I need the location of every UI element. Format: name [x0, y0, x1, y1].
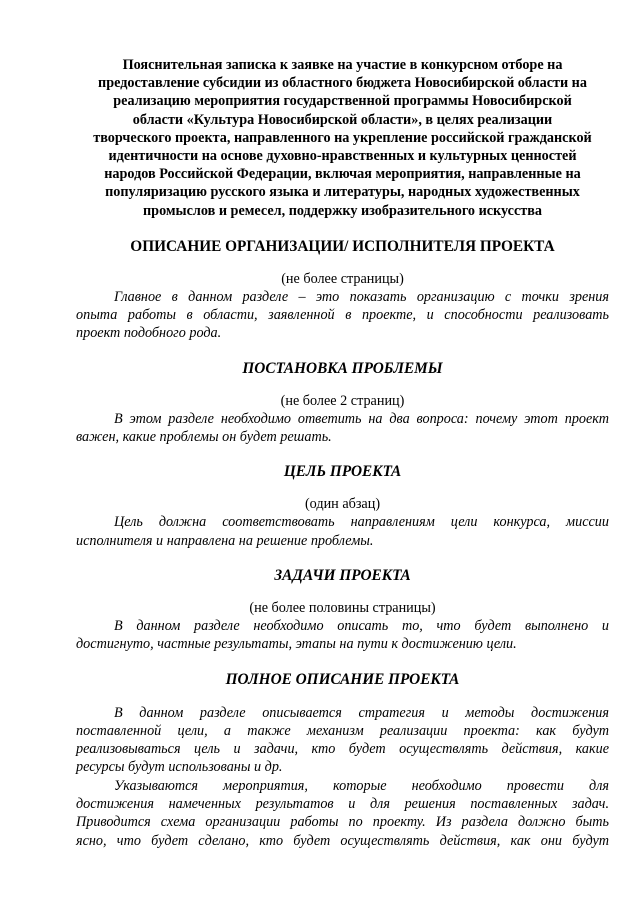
section-heading: ПОСТАНОВКА ПРОБЛЕМЫ — [242, 359, 443, 377]
paragraph-line: Главное в данном разделе – это показать организацию с точки зрения — [114, 288, 609, 305]
paragraph-line: поставленной цели, а также механизм реализации проекта: как будут — [76, 722, 609, 739]
paragraph-line: В этом разделе необходимо ответить на два вопроса: почему этот проект — [114, 410, 609, 427]
paragraph-line: опыта работы в области, заявленной в проекте, и способности реализовать — [76, 307, 609, 324]
section-paragraph — [76, 288, 609, 343]
title-line: Пояснительная записка к заявке на участие в конкурсном отборе на — [122, 57, 563, 73]
paragraph-line: Указываются мероприятия, которые необходимо провести для — [114, 777, 609, 794]
paragraph-line: исполнителя и направлена на решение проблемы. — [76, 532, 374, 549]
title-line: популяризацию русского языка и литературы, народных художественных — [105, 184, 580, 201]
section-note: (не более страницы) — [281, 270, 404, 287]
paragraph-line: важен, какие проблемы он будет решать. — [76, 429, 332, 446]
section-tasks — [76, 566, 609, 654]
section-note: (один абзац) — [304, 496, 381, 513]
section-heading: ОПИСАНИЕ ОРГАНИЗАЦИИ/ ИСПОЛНИТЕЛЯ ПРОЕКТА — [130, 237, 555, 255]
document-page — [76, 56, 609, 850]
section-note: (не более половины страницы) — [249, 599, 436, 616]
section-paragraph — [76, 704, 609, 777]
section-problem — [76, 359, 609, 447]
section-paragraph — [76, 617, 609, 654]
paragraph-line: достижения намеченных результатов и для решения поставленных задач. — [76, 795, 609, 812]
section-paragraph — [76, 513, 609, 550]
title-line: народов Российской Федерации, включая мероприятия, направленные на — [104, 166, 581, 183]
section-full-description — [76, 670, 609, 850]
paragraph-line: проект подобного рода. — [76, 325, 222, 342]
title-line: предоставление субсидии из областного бюджета Новосибирской области на — [98, 75, 587, 92]
paragraph-line: ресурсы будут использованы и др. — [76, 759, 283, 776]
paragraph-line: достигнуто, частные результаты, этапы на пути к достижению цели. — [76, 636, 517, 653]
section-organization — [76, 237, 609, 343]
section-paragraph — [76, 410, 609, 447]
title-line: области «Культура Новосибирской области», в целях реализации — [132, 111, 553, 128]
title-line: идентичности на основе духовно-нравственных и культурных ценностей — [108, 148, 577, 165]
title-line: реализацию мероприятия государственной программы Новосибирской — [113, 93, 572, 110]
paragraph-line: Приводится схема организации работы по проекту. Из раздела должно быть — [76, 814, 609, 831]
paragraph-line: ясно, что будет сделано, кто будет осуществлять действия, как они будут — [76, 832, 609, 849]
paragraph-line: В данном разделе необходимо описать то, что будет выполнено и — [114, 617, 609, 634]
title-line: творческого проекта, направленного на укрепление российской гражданской — [93, 129, 592, 146]
paragraph-line: реализовываться цель и задачи, кто будет осуществлять действия, какие — [76, 741, 609, 758]
paragraph-line: В данном разделе описывается стратегия и методы достижения — [114, 704, 609, 721]
section-goal — [76, 462, 609, 550]
section-heading: ЗАДАЧИ ПРОЕКТА — [274, 566, 411, 584]
document-title — [76, 56, 609, 220]
title-line: промыслов и ремесел, поддержку изобразительного искусства — [143, 202, 542, 219]
section-note: (не более 2 страниц) — [280, 392, 405, 409]
section-paragraph — [76, 777, 609, 850]
section-heading: ПОЛНОЕ ОПИСАНИЕ ПРОЕКТА — [225, 670, 460, 688]
section-heading: ЦЕЛЬ ПРОЕКТА — [283, 463, 402, 481]
paragraph-line: Цель должна соответствовать направлениям цели конкурса, миссии — [114, 514, 609, 531]
